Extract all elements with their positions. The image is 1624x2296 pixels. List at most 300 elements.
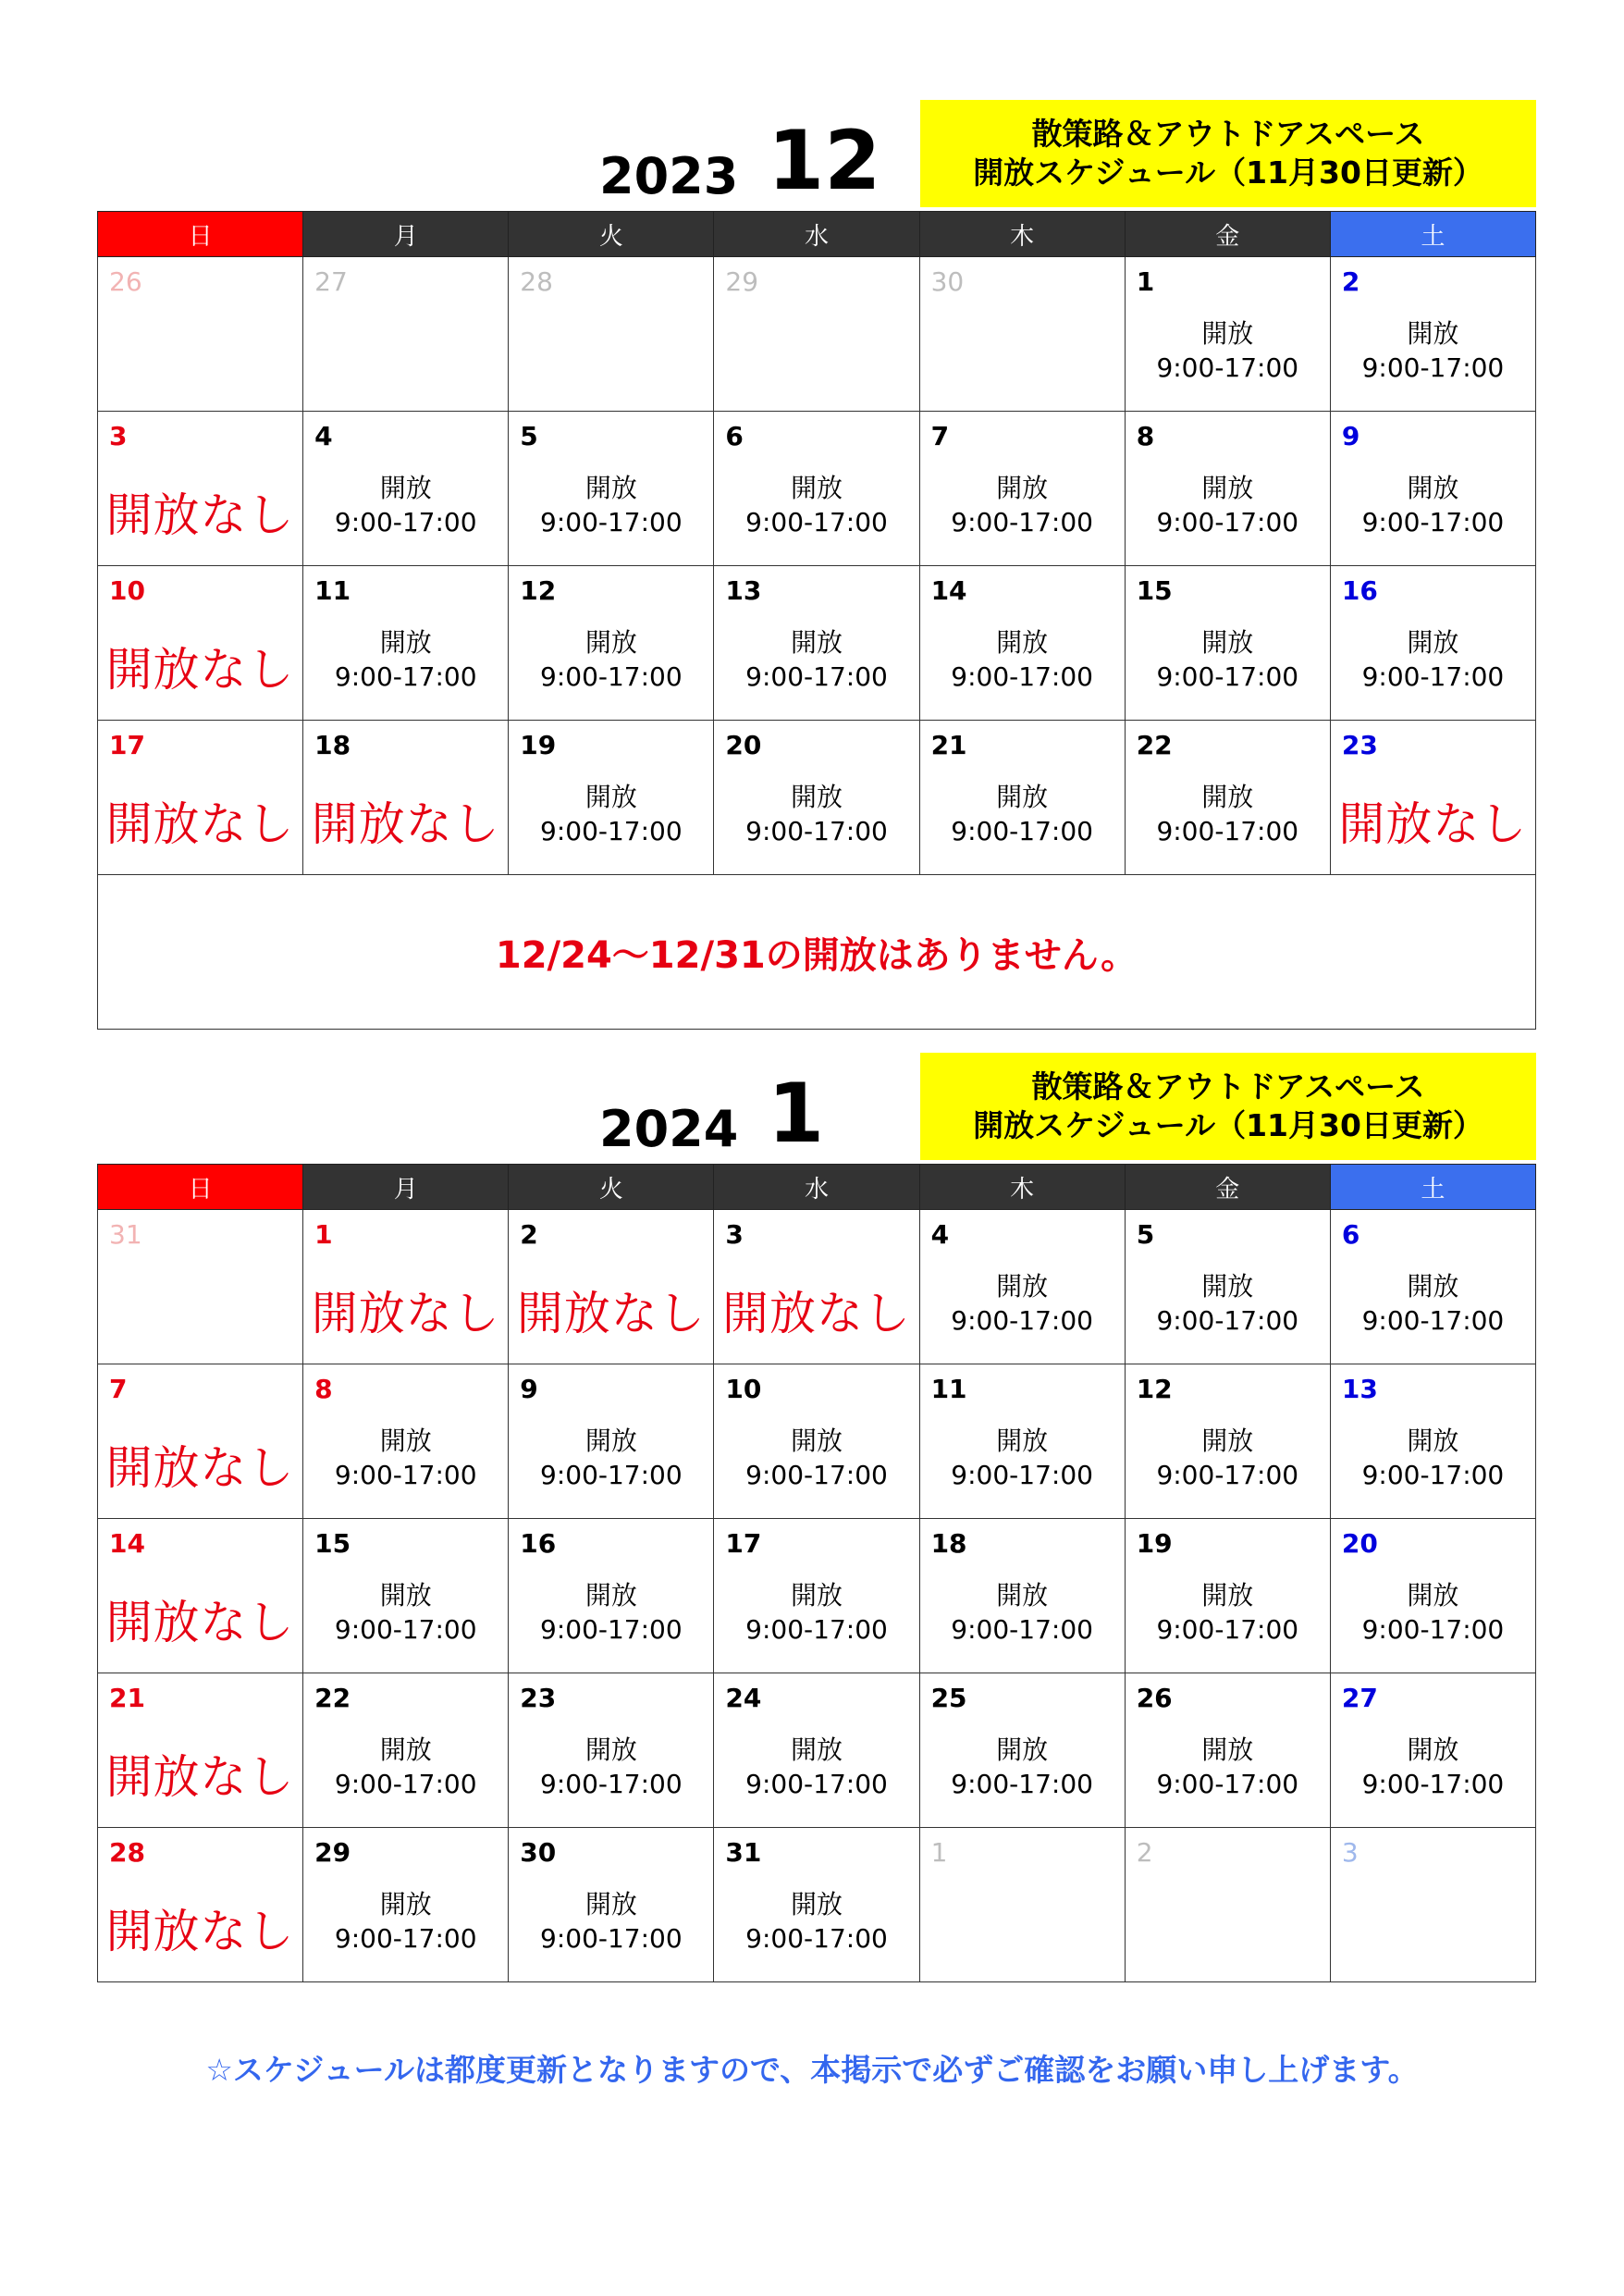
open-label: 開放 bbox=[1201, 627, 1254, 658]
notice-line-1: 散策路＆アウトドアスペース bbox=[1031, 116, 1425, 152]
week-row bbox=[98, 412, 1536, 566]
notice-line-2: 開放スケジュール（11月30日更新） bbox=[973, 1107, 1483, 1143]
open-hours: 9:00-17:00 bbox=[1156, 1769, 1299, 1799]
weekday-header-thu: 木 bbox=[919, 1165, 1125, 1210]
open-status bbox=[1126, 1269, 1330, 1338]
weekday-header-row bbox=[98, 1165, 1536, 1210]
open-hours: 9:00-17:00 bbox=[1156, 1614, 1299, 1645]
open-label: 開放 bbox=[790, 627, 843, 658]
weekday-header-sun: 日 bbox=[98, 212, 303, 257]
open-status bbox=[1126, 1733, 1330, 1801]
footer-note: ☆スケジュールは都度更新となりますので、本掲示で必ずご確認をお願い申し上げます。 bbox=[205, 2052, 1419, 2088]
day-cell bbox=[1330, 412, 1535, 566]
week-row bbox=[98, 1210, 1536, 1364]
weekday-header-tue: 火 bbox=[509, 1165, 714, 1210]
open-label: 開放 bbox=[1407, 1580, 1459, 1611]
day-cell bbox=[714, 1364, 919, 1519]
week-row bbox=[98, 257, 1536, 412]
open-status bbox=[714, 1578, 918, 1647]
day-number: 3 bbox=[1341, 1837, 1359, 1868]
open-hours: 9:00-17:00 bbox=[745, 1769, 888, 1799]
open-label: 開放 bbox=[790, 1580, 843, 1611]
closed-status: 開放なし bbox=[105, 797, 295, 851]
day-cell bbox=[98, 1364, 303, 1519]
day-number: 28 bbox=[520, 266, 553, 297]
open-label: 開放 bbox=[1201, 473, 1254, 503]
day-number: 24 bbox=[725, 1683, 762, 1713]
open-label: 開放 bbox=[379, 1426, 432, 1456]
day-number: 22 bbox=[314, 1683, 351, 1713]
open-status bbox=[714, 625, 918, 694]
day-number: 21 bbox=[930, 730, 967, 760]
closed-status: 開放なし bbox=[311, 797, 500, 851]
open-status bbox=[714, 1887, 918, 1956]
open-status bbox=[1126, 625, 1330, 694]
day-number: 12 bbox=[520, 575, 557, 606]
day-number: 5 bbox=[520, 421, 538, 451]
open-label: 開放 bbox=[996, 1734, 1049, 1765]
open-status bbox=[920, 1733, 1125, 1801]
weekday-header-wed: 水 bbox=[714, 212, 919, 257]
weekday-header-tue: 火 bbox=[509, 212, 714, 257]
open-label: 開放 bbox=[1201, 1580, 1254, 1611]
open-hours: 9:00-17:00 bbox=[951, 816, 1093, 846]
day-cell bbox=[1125, 566, 1330, 721]
open-hours: 9:00-17:00 bbox=[1361, 352, 1505, 383]
open-status bbox=[303, 1578, 508, 1647]
open-hours: 9:00-17:00 bbox=[334, 661, 477, 692]
day-number: 28 bbox=[109, 1837, 145, 1868]
open-label: 開放 bbox=[996, 473, 1049, 503]
open-status bbox=[1126, 1578, 1330, 1647]
day-number: 2 bbox=[1136, 1837, 1153, 1868]
day-number: 23 bbox=[1341, 730, 1378, 760]
open-status bbox=[920, 780, 1125, 848]
day-number: 16 bbox=[1341, 575, 1378, 606]
closed-status: 開放なし bbox=[311, 1287, 500, 1340]
day-number: 25 bbox=[930, 1683, 967, 1713]
open-label: 開放 bbox=[584, 1580, 637, 1611]
day-number: 15 bbox=[1136, 575, 1173, 606]
open-hours: 9:00-17:00 bbox=[334, 1923, 477, 1954]
day-cell bbox=[919, 1210, 1125, 1364]
day-cell bbox=[98, 412, 303, 566]
open-status bbox=[1331, 1578, 1535, 1647]
notice-row bbox=[98, 875, 1536, 1030]
day-cell bbox=[303, 1828, 509, 1982]
open-status bbox=[509, 471, 713, 539]
day-cell bbox=[509, 1673, 714, 1828]
open-label: 開放 bbox=[996, 782, 1049, 812]
closed-status: 開放なし bbox=[516, 1287, 706, 1340]
open-label: 開放 bbox=[1407, 1734, 1459, 1765]
day-cell bbox=[919, 1519, 1125, 1673]
open-hours: 9:00-17:00 bbox=[1156, 661, 1299, 692]
day-number: 6 bbox=[725, 421, 744, 451]
open-status bbox=[1126, 1424, 1330, 1492]
day-cell bbox=[919, 566, 1125, 721]
day-number: 29 bbox=[725, 266, 759, 297]
calendar-year: 2023 bbox=[599, 147, 739, 205]
open-status bbox=[920, 1269, 1125, 1338]
day-cell bbox=[303, 1519, 509, 1673]
day-number: 4 bbox=[314, 421, 333, 451]
open-status bbox=[509, 625, 713, 694]
day-cell bbox=[1125, 1828, 1330, 1982]
open-status bbox=[509, 1578, 713, 1647]
open-label: 開放 bbox=[584, 782, 637, 812]
day-cell bbox=[509, 257, 714, 412]
day-number: 10 bbox=[725, 1374, 762, 1404]
closed-status: 開放なし bbox=[105, 1596, 295, 1649]
open-status bbox=[1126, 316, 1330, 385]
closed-status: 開放なし bbox=[721, 1287, 911, 1340]
day-cell bbox=[714, 1519, 919, 1673]
closed-status: 開放なし bbox=[105, 1750, 295, 1804]
open-status bbox=[714, 1733, 918, 1801]
day-number: 3 bbox=[109, 421, 128, 451]
day-number: 17 bbox=[725, 1528, 762, 1559]
day-cell bbox=[1330, 1828, 1535, 1982]
day-cell bbox=[919, 1364, 1125, 1519]
open-hours: 9:00-17:00 bbox=[540, 1769, 683, 1799]
day-number: 17 bbox=[109, 730, 145, 760]
open-label: 開放 bbox=[996, 1426, 1049, 1456]
closed-status: 開放なし bbox=[1338, 797, 1528, 851]
calendar-header bbox=[97, 1053, 1536, 1164]
day-number: 26 bbox=[1136, 1683, 1173, 1713]
week-row bbox=[98, 1519, 1536, 1673]
open-hours: 9:00-17:00 bbox=[951, 1460, 1093, 1490]
day-cell bbox=[1125, 257, 1330, 412]
day-number: 9 bbox=[520, 1374, 538, 1404]
weekday-header-wed: 水 bbox=[714, 1165, 919, 1210]
day-number: 14 bbox=[109, 1528, 145, 1559]
day-number: 7 bbox=[930, 421, 950, 451]
open-hours: 9:00-17:00 bbox=[1156, 507, 1299, 537]
day-cell bbox=[509, 566, 714, 721]
day-number: 16 bbox=[520, 1528, 557, 1559]
schedule-notice-box bbox=[920, 100, 1536, 207]
day-cell bbox=[1330, 1364, 1535, 1519]
day-cell bbox=[919, 257, 1125, 412]
open-label: 開放 bbox=[1407, 1426, 1459, 1456]
notice-line-1: 散策路＆アウトドアスペース bbox=[1031, 1068, 1425, 1105]
weekday-header-fri: 金 bbox=[1125, 1165, 1330, 1210]
day-cell bbox=[303, 1364, 509, 1519]
day-number: 26 bbox=[109, 266, 142, 297]
day-number: 8 bbox=[1136, 421, 1155, 451]
day-number: 18 bbox=[314, 730, 351, 760]
open-hours: 9:00-17:00 bbox=[1361, 1614, 1505, 1645]
day-number: 4 bbox=[930, 1219, 950, 1250]
schedule-notice-box bbox=[920, 1053, 1536, 1160]
day-cell bbox=[98, 721, 303, 875]
day-number: 20 bbox=[1341, 1528, 1378, 1559]
open-label: 開放 bbox=[1201, 1426, 1254, 1456]
open-hours: 9:00-17:00 bbox=[951, 1614, 1093, 1645]
day-number: 18 bbox=[930, 1528, 967, 1559]
open-hours: 9:00-17:00 bbox=[1361, 1305, 1505, 1336]
day-cell bbox=[714, 566, 919, 721]
calendar-grid bbox=[97, 211, 1536, 1030]
open-label: 開放 bbox=[1201, 318, 1254, 349]
open-hours: 9:00-17:00 bbox=[951, 507, 1093, 537]
open-label: 開放 bbox=[790, 473, 843, 503]
day-number: 29 bbox=[314, 1837, 351, 1868]
day-cell bbox=[303, 257, 509, 412]
weekday-header-sun: 日 bbox=[98, 1165, 303, 1210]
closure-message: 12/24～12/31の開放はありません。 bbox=[98, 875, 1536, 1030]
day-number: 1 bbox=[930, 1837, 948, 1868]
open-label: 開放 bbox=[1407, 318, 1459, 349]
day-cell bbox=[1330, 566, 1535, 721]
open-label: 開放 bbox=[584, 1426, 637, 1456]
day-number: 7 bbox=[109, 1374, 128, 1404]
day-cell bbox=[714, 257, 919, 412]
week-row bbox=[98, 1673, 1536, 1828]
day-cell bbox=[1125, 1673, 1330, 1828]
open-label: 開放 bbox=[1407, 627, 1459, 658]
open-status bbox=[303, 1887, 508, 1956]
weekday-header-sat: 土 bbox=[1330, 1165, 1535, 1210]
day-cell bbox=[919, 1828, 1125, 1982]
day-cell bbox=[714, 1210, 919, 1364]
open-hours: 9:00-17:00 bbox=[540, 1923, 683, 1954]
open-label: 開放 bbox=[584, 627, 637, 658]
day-cell bbox=[1330, 1210, 1535, 1364]
open-status bbox=[1331, 471, 1535, 539]
day-cell bbox=[98, 1673, 303, 1828]
day-cell bbox=[714, 1828, 919, 1982]
closed-status: 開放なし bbox=[105, 488, 295, 542]
open-hours: 9:00-17:00 bbox=[745, 816, 888, 846]
day-number: 30 bbox=[930, 266, 965, 297]
open-status bbox=[303, 625, 508, 694]
open-status bbox=[920, 471, 1125, 539]
day-number: 9 bbox=[1341, 421, 1360, 451]
open-hours: 9:00-17:00 bbox=[951, 661, 1093, 692]
open-label: 開放 bbox=[379, 473, 432, 503]
open-status bbox=[1126, 780, 1330, 848]
open-status bbox=[1331, 625, 1535, 694]
open-label: 開放 bbox=[790, 1889, 843, 1920]
day-number: 2 bbox=[1341, 266, 1360, 297]
calendar-grid bbox=[97, 1164, 1536, 1982]
open-hours: 9:00-17:00 bbox=[745, 507, 888, 537]
open-status bbox=[509, 1733, 713, 1801]
day-cell bbox=[1125, 1364, 1330, 1519]
open-hours: 9:00-17:00 bbox=[745, 661, 888, 692]
open-hours: 9:00-17:00 bbox=[334, 507, 477, 537]
day-cell bbox=[303, 1210, 509, 1364]
day-cell bbox=[509, 1828, 714, 1982]
day-number: 10 bbox=[109, 575, 145, 606]
open-status bbox=[714, 1424, 918, 1492]
open-label: 開放 bbox=[379, 1580, 432, 1611]
open-status bbox=[303, 471, 508, 539]
day-number: 31 bbox=[109, 1219, 142, 1250]
week-row bbox=[98, 566, 1536, 721]
open-status bbox=[303, 1424, 508, 1492]
open-hours: 9:00-17:00 bbox=[334, 1614, 477, 1645]
day-cell bbox=[1125, 1210, 1330, 1364]
day-number: 15 bbox=[314, 1528, 351, 1559]
day-cell bbox=[509, 721, 714, 875]
day-number: 27 bbox=[314, 266, 348, 297]
calendar-month: 1 bbox=[768, 1066, 825, 1161]
closed-status: 開放なし bbox=[105, 1441, 295, 1495]
day-cell bbox=[1330, 257, 1535, 412]
open-label: 開放 bbox=[1201, 1271, 1254, 1302]
day-number: 13 bbox=[725, 575, 762, 606]
open-label: 開放 bbox=[790, 782, 843, 812]
weekday-header-thu: 木 bbox=[919, 212, 1125, 257]
day-number: 19 bbox=[1136, 1528, 1173, 1559]
day-cell bbox=[919, 721, 1125, 875]
weekday-header-mon: 月 bbox=[303, 212, 509, 257]
day-cell bbox=[1125, 721, 1330, 875]
week-row bbox=[98, 721, 1536, 875]
day-number: 8 bbox=[314, 1374, 333, 1404]
open-label: 開放 bbox=[379, 1889, 432, 1920]
open-status bbox=[1126, 471, 1330, 539]
open-hours: 9:00-17:00 bbox=[1361, 661, 1505, 692]
open-label: 開放 bbox=[996, 1271, 1049, 1302]
day-cell bbox=[509, 412, 714, 566]
weekday-header-fri: 金 bbox=[1125, 212, 1330, 257]
open-status bbox=[1331, 1424, 1535, 1492]
open-status bbox=[1331, 316, 1535, 385]
open-label: 開放 bbox=[996, 1580, 1049, 1611]
day-number: 3 bbox=[725, 1219, 744, 1250]
open-status bbox=[1331, 1733, 1535, 1801]
day-cell bbox=[1125, 412, 1330, 566]
open-label: 開放 bbox=[379, 1734, 432, 1765]
day-cell bbox=[98, 1519, 303, 1673]
day-number: 20 bbox=[725, 730, 762, 760]
day-cell bbox=[1125, 1519, 1330, 1673]
day-number: 11 bbox=[314, 575, 351, 606]
day-number: 1 bbox=[314, 1219, 333, 1250]
open-label: 開放 bbox=[790, 1426, 843, 1456]
open-hours: 9:00-17:00 bbox=[540, 661, 683, 692]
notice-line-2: 開放スケジュール（11月30日更新） bbox=[973, 154, 1483, 191]
open-hours: 9:00-17:00 bbox=[951, 1305, 1093, 1336]
day-cell bbox=[509, 1210, 714, 1364]
day-number: 1 bbox=[1136, 266, 1155, 297]
weekday-header-mon: 月 bbox=[303, 1165, 509, 1210]
day-cell bbox=[98, 1210, 303, 1364]
day-cell bbox=[509, 1519, 714, 1673]
open-hours: 9:00-17:00 bbox=[1156, 1460, 1299, 1490]
day-number: 27 bbox=[1341, 1683, 1378, 1713]
open-label: 開放 bbox=[1407, 1271, 1459, 1302]
day-cell bbox=[98, 566, 303, 721]
open-hours: 9:00-17:00 bbox=[1361, 1460, 1505, 1490]
open-label: 開放 bbox=[584, 1734, 637, 1765]
open-label: 開放 bbox=[379, 627, 432, 658]
day-number: 14 bbox=[930, 575, 967, 606]
calendar-january-2024 bbox=[97, 1053, 1536, 1982]
day-number: 6 bbox=[1341, 1219, 1360, 1250]
day-number: 2 bbox=[520, 1219, 538, 1250]
day-cell bbox=[714, 1673, 919, 1828]
open-hours: 9:00-17:00 bbox=[1156, 352, 1299, 383]
open-label: 開放 bbox=[584, 1889, 637, 1920]
day-cell bbox=[509, 1364, 714, 1519]
open-status bbox=[714, 471, 918, 539]
open-label: 開放 bbox=[790, 1734, 843, 1765]
week-row bbox=[98, 1828, 1536, 1982]
open-hours: 9:00-17:00 bbox=[1156, 1305, 1299, 1336]
closed-status: 開放なし bbox=[105, 643, 295, 697]
day-number: 22 bbox=[1136, 730, 1173, 760]
open-status bbox=[920, 625, 1125, 694]
weekday-header-row bbox=[98, 212, 1536, 257]
open-status bbox=[714, 780, 918, 848]
open-hours: 9:00-17:00 bbox=[1361, 507, 1505, 537]
day-cell bbox=[98, 257, 303, 412]
open-status bbox=[509, 780, 713, 848]
day-cell bbox=[303, 1673, 509, 1828]
open-hours: 9:00-17:00 bbox=[745, 1460, 888, 1490]
open-hours: 9:00-17:00 bbox=[1156, 816, 1299, 846]
day-number: 30 bbox=[520, 1837, 557, 1868]
open-hours: 9:00-17:00 bbox=[951, 1769, 1093, 1799]
day-number: 5 bbox=[1136, 1219, 1155, 1250]
calendar-header bbox=[97, 100, 1536, 211]
day-number: 23 bbox=[520, 1683, 557, 1713]
open-hours: 9:00-17:00 bbox=[1361, 1769, 1505, 1799]
open-hours: 9:00-17:00 bbox=[334, 1769, 477, 1799]
day-cell bbox=[1330, 1673, 1535, 1828]
calendar-month: 12 bbox=[768, 113, 881, 208]
day-number: 21 bbox=[109, 1683, 145, 1713]
day-number: 11 bbox=[930, 1374, 967, 1404]
day-cell bbox=[1330, 1519, 1535, 1673]
open-label: 開放 bbox=[1407, 473, 1459, 503]
day-number: 19 bbox=[520, 730, 557, 760]
open-hours: 9:00-17:00 bbox=[540, 816, 683, 846]
open-hours: 9:00-17:00 bbox=[540, 1460, 683, 1490]
open-hours: 9:00-17:00 bbox=[540, 507, 683, 537]
open-status bbox=[920, 1424, 1125, 1492]
open-label: 開放 bbox=[584, 473, 637, 503]
open-hours: 9:00-17:00 bbox=[334, 1460, 477, 1490]
day-number: 13 bbox=[1341, 1374, 1378, 1404]
open-status bbox=[920, 1578, 1125, 1647]
calendar-december-2023 bbox=[97, 100, 1536, 1030]
day-cell bbox=[714, 412, 919, 566]
day-cell bbox=[1330, 721, 1535, 875]
open-status bbox=[509, 1887, 713, 1956]
day-cell bbox=[303, 566, 509, 721]
day-cell bbox=[303, 721, 509, 875]
open-label: 開放 bbox=[1201, 1734, 1254, 1765]
day-number: 12 bbox=[1136, 1374, 1173, 1404]
open-hours: 9:00-17:00 bbox=[540, 1614, 683, 1645]
day-cell bbox=[919, 412, 1125, 566]
calendar-year: 2024 bbox=[599, 1100, 739, 1158]
day-cell bbox=[303, 412, 509, 566]
open-label: 開放 bbox=[1201, 782, 1254, 812]
open-status bbox=[509, 1424, 713, 1492]
day-cell bbox=[98, 1828, 303, 1982]
open-hours: 9:00-17:00 bbox=[745, 1923, 888, 1954]
week-row bbox=[98, 1364, 1536, 1519]
closed-status: 開放なし bbox=[105, 1905, 295, 1958]
